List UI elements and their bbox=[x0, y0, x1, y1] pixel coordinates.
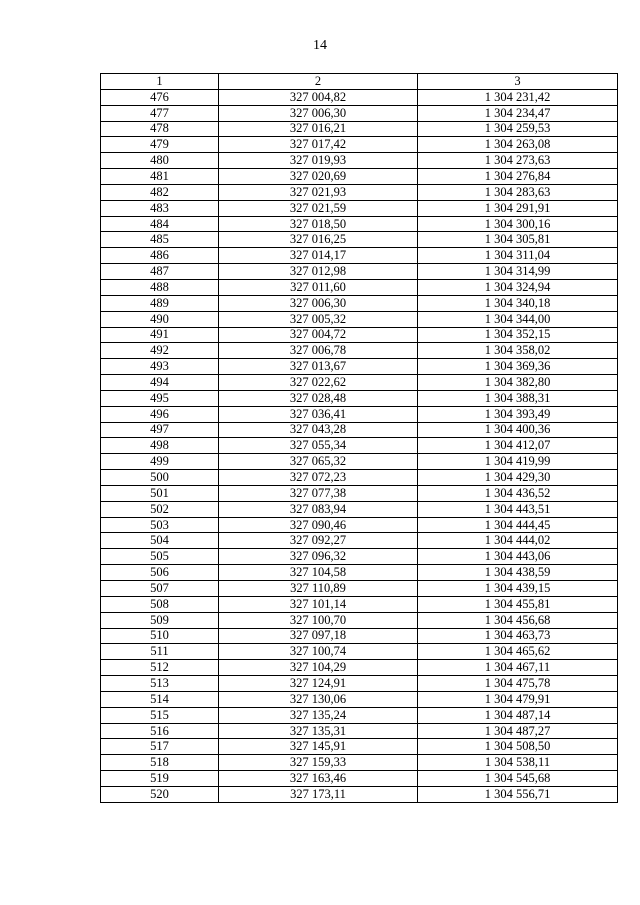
table-row bbox=[101, 786, 618, 802]
table-row bbox=[101, 549, 618, 565]
point-number-cell: 481 bbox=[101, 169, 219, 185]
x-coordinate-cell: 327 092,27 bbox=[219, 533, 418, 549]
table-row bbox=[101, 581, 618, 597]
table-row bbox=[101, 121, 618, 137]
y-coordinate-cell: 1 304 400,36 bbox=[418, 422, 618, 438]
x-coordinate-cell: 327 012,98 bbox=[219, 264, 418, 280]
x-coordinate-cell: 327 005,32 bbox=[219, 311, 418, 327]
table-row bbox=[101, 470, 618, 486]
point-number-cell: 501 bbox=[101, 485, 219, 501]
table-row bbox=[101, 533, 618, 549]
table-row bbox=[101, 248, 618, 264]
y-coordinate-cell: 1 304 538,11 bbox=[418, 755, 618, 771]
table-row bbox=[101, 105, 618, 121]
y-coordinate-cell: 1 304 463,73 bbox=[418, 628, 618, 644]
y-coordinate-cell: 1 304 444,02 bbox=[418, 533, 618, 549]
x-coordinate-cell: 327 104,29 bbox=[219, 660, 418, 676]
x-coordinate-cell: 327 163,46 bbox=[219, 771, 418, 787]
table-row bbox=[101, 390, 618, 406]
table-row bbox=[101, 739, 618, 755]
x-coordinate-cell: 327 173,11 bbox=[219, 786, 418, 802]
x-coordinate-cell: 327 016,21 bbox=[219, 121, 418, 137]
point-number-cell: 514 bbox=[101, 691, 219, 707]
point-number-cell: 499 bbox=[101, 454, 219, 470]
x-coordinate-cell: 327 011,60 bbox=[219, 279, 418, 295]
y-coordinate-cell: 1 304 393,49 bbox=[418, 406, 618, 422]
point-number-cell: 508 bbox=[101, 596, 219, 612]
point-number-cell: 482 bbox=[101, 184, 219, 200]
x-coordinate-cell: 327 096,32 bbox=[219, 549, 418, 565]
y-coordinate-cell: 1 304 291,91 bbox=[418, 200, 618, 216]
point-number-cell: 495 bbox=[101, 390, 219, 406]
x-coordinate-cell: 327 100,70 bbox=[219, 612, 418, 628]
table-row bbox=[101, 169, 618, 185]
y-coordinate-cell: 1 304 314,99 bbox=[418, 264, 618, 280]
table-body bbox=[101, 89, 618, 802]
table-row bbox=[101, 137, 618, 153]
x-coordinate-cell: 327 083,94 bbox=[219, 501, 418, 517]
table-row bbox=[101, 612, 618, 628]
table-row bbox=[101, 422, 618, 438]
x-coordinate-cell: 327 135,24 bbox=[219, 707, 418, 723]
x-coordinate-cell: 327 013,67 bbox=[219, 359, 418, 375]
point-number-cell: 515 bbox=[101, 707, 219, 723]
column-header: 2 bbox=[219, 74, 418, 90]
y-coordinate-cell: 1 304 358,02 bbox=[418, 343, 618, 359]
x-coordinate-cell: 327 021,59 bbox=[219, 200, 418, 216]
table-row bbox=[101, 565, 618, 581]
y-coordinate-cell: 1 304 443,06 bbox=[418, 549, 618, 565]
y-coordinate-cell: 1 304 324,94 bbox=[418, 279, 618, 295]
x-coordinate-cell: 327 072,23 bbox=[219, 470, 418, 486]
point-number-cell: 479 bbox=[101, 137, 219, 153]
y-coordinate-cell: 1 304 443,51 bbox=[418, 501, 618, 517]
x-coordinate-cell: 327 110,89 bbox=[219, 581, 418, 597]
table-row bbox=[101, 755, 618, 771]
y-coordinate-cell: 1 304 467,11 bbox=[418, 660, 618, 676]
table-row bbox=[101, 517, 618, 533]
table-row bbox=[101, 723, 618, 739]
y-coordinate-cell: 1 304 429,30 bbox=[418, 470, 618, 486]
point-number-cell: 518 bbox=[101, 755, 219, 771]
point-number-cell: 505 bbox=[101, 549, 219, 565]
coordinates-table bbox=[100, 73, 618, 803]
point-number-cell: 502 bbox=[101, 501, 219, 517]
table-row bbox=[101, 438, 618, 454]
table-row bbox=[101, 232, 618, 248]
y-coordinate-cell: 1 304 438,59 bbox=[418, 565, 618, 581]
y-coordinate-cell: 1 304 475,78 bbox=[418, 676, 618, 692]
x-coordinate-cell: 327 101,14 bbox=[219, 596, 418, 612]
table-row bbox=[101, 406, 618, 422]
y-coordinate-cell: 1 304 311,04 bbox=[418, 248, 618, 264]
table-row bbox=[101, 200, 618, 216]
table-row bbox=[101, 311, 618, 327]
point-number-cell: 497 bbox=[101, 422, 219, 438]
x-coordinate-cell: 327 135,31 bbox=[219, 723, 418, 739]
point-number-cell: 512 bbox=[101, 660, 219, 676]
y-coordinate-cell: 1 304 382,80 bbox=[418, 375, 618, 391]
point-number-cell: 506 bbox=[101, 565, 219, 581]
y-coordinate-cell: 1 304 508,50 bbox=[418, 739, 618, 755]
point-number-cell: 489 bbox=[101, 295, 219, 311]
point-number-cell: 486 bbox=[101, 248, 219, 264]
point-number-cell: 517 bbox=[101, 739, 219, 755]
table-row bbox=[101, 676, 618, 692]
x-coordinate-cell: 327 006,30 bbox=[219, 295, 418, 311]
table-row bbox=[101, 660, 618, 676]
point-number-cell: 500 bbox=[101, 470, 219, 486]
y-coordinate-cell: 1 304 444,45 bbox=[418, 517, 618, 533]
table-row bbox=[101, 771, 618, 787]
y-coordinate-cell: 1 304 340,18 bbox=[418, 295, 618, 311]
point-number-cell: 478 bbox=[101, 121, 219, 137]
x-coordinate-cell: 327 130,06 bbox=[219, 691, 418, 707]
point-number-cell: 504 bbox=[101, 533, 219, 549]
x-coordinate-cell: 327 065,32 bbox=[219, 454, 418, 470]
point-number-cell: 476 bbox=[101, 89, 219, 105]
y-coordinate-cell: 1 304 283,63 bbox=[418, 184, 618, 200]
x-coordinate-cell: 327 104,58 bbox=[219, 565, 418, 581]
table-row bbox=[101, 153, 618, 169]
point-number-cell: 483 bbox=[101, 200, 219, 216]
y-coordinate-cell: 1 304 344,00 bbox=[418, 311, 618, 327]
table-row bbox=[101, 216, 618, 232]
y-coordinate-cell: 1 304 300,16 bbox=[418, 216, 618, 232]
table-row bbox=[101, 501, 618, 517]
table-row bbox=[101, 454, 618, 470]
y-coordinate-cell: 1 304 545,68 bbox=[418, 771, 618, 787]
x-coordinate-cell: 327 004,72 bbox=[219, 327, 418, 343]
point-number-cell: 494 bbox=[101, 375, 219, 391]
x-coordinate-cell: 327 145,91 bbox=[219, 739, 418, 755]
y-coordinate-cell: 1 304 556,71 bbox=[418, 786, 618, 802]
table-row bbox=[101, 707, 618, 723]
y-coordinate-cell: 1 304 263,08 bbox=[418, 137, 618, 153]
y-coordinate-cell: 1 304 465,62 bbox=[418, 644, 618, 660]
page-number: 14 bbox=[313, 38, 327, 53]
point-number-cell: 507 bbox=[101, 581, 219, 597]
point-number-cell: 498 bbox=[101, 438, 219, 454]
point-number-cell: 519 bbox=[101, 771, 219, 787]
y-coordinate-cell: 1 304 487,27 bbox=[418, 723, 618, 739]
x-coordinate-cell: 327 016,25 bbox=[219, 232, 418, 248]
table-row bbox=[101, 89, 618, 105]
x-coordinate-cell: 327 100,74 bbox=[219, 644, 418, 660]
x-coordinate-cell: 327 018,50 bbox=[219, 216, 418, 232]
point-number-cell: 485 bbox=[101, 232, 219, 248]
column-header: 1 bbox=[101, 74, 219, 90]
table-row bbox=[101, 343, 618, 359]
y-coordinate-cell: 1 304 419,99 bbox=[418, 454, 618, 470]
y-coordinate-cell: 1 304 412,07 bbox=[418, 438, 618, 454]
y-coordinate-cell: 1 304 276,84 bbox=[418, 169, 618, 185]
y-coordinate-cell: 1 304 305,81 bbox=[418, 232, 618, 248]
table-row bbox=[101, 359, 618, 375]
x-coordinate-cell: 327 028,48 bbox=[219, 390, 418, 406]
x-coordinate-cell: 327 006,78 bbox=[219, 343, 418, 359]
y-coordinate-cell: 1 304 234,47 bbox=[418, 105, 618, 121]
x-coordinate-cell: 327 043,28 bbox=[219, 422, 418, 438]
point-number-cell: 480 bbox=[101, 153, 219, 169]
point-number-cell: 488 bbox=[101, 279, 219, 295]
x-coordinate-cell: 327 124,91 bbox=[219, 676, 418, 692]
table-row bbox=[101, 327, 618, 343]
x-coordinate-cell: 327 077,38 bbox=[219, 485, 418, 501]
x-coordinate-cell: 327 090,46 bbox=[219, 517, 418, 533]
x-coordinate-cell: 327 055,34 bbox=[219, 438, 418, 454]
x-coordinate-cell: 327 006,30 bbox=[219, 105, 418, 121]
point-number-cell: 477 bbox=[101, 105, 219, 121]
table-row bbox=[101, 485, 618, 501]
table-row bbox=[101, 295, 618, 311]
point-number-cell: 520 bbox=[101, 786, 219, 802]
table-row bbox=[101, 375, 618, 391]
point-number-cell: 493 bbox=[101, 359, 219, 375]
y-coordinate-cell: 1 304 388,31 bbox=[418, 390, 618, 406]
y-coordinate-cell: 1 304 273,63 bbox=[418, 153, 618, 169]
x-coordinate-cell: 327 036,41 bbox=[219, 406, 418, 422]
table-row bbox=[101, 691, 618, 707]
x-coordinate-cell: 327 014,17 bbox=[219, 248, 418, 264]
x-coordinate-cell: 327 004,82 bbox=[219, 89, 418, 105]
point-number-cell: 513 bbox=[101, 676, 219, 692]
x-coordinate-cell: 327 159,33 bbox=[219, 755, 418, 771]
x-coordinate-cell: 327 021,93 bbox=[219, 184, 418, 200]
y-coordinate-cell: 1 304 455,81 bbox=[418, 596, 618, 612]
table-row bbox=[101, 644, 618, 660]
x-coordinate-cell: 327 020,69 bbox=[219, 169, 418, 185]
point-number-cell: 484 bbox=[101, 216, 219, 232]
y-coordinate-cell: 1 304 439,15 bbox=[418, 581, 618, 597]
y-coordinate-cell: 1 304 479,91 bbox=[418, 691, 618, 707]
point-number-cell: 510 bbox=[101, 628, 219, 644]
y-coordinate-cell: 1 304 352,15 bbox=[418, 327, 618, 343]
point-number-cell: 492 bbox=[101, 343, 219, 359]
x-coordinate-cell: 327 097,18 bbox=[219, 628, 418, 644]
point-number-cell: 503 bbox=[101, 517, 219, 533]
point-number-cell: 496 bbox=[101, 406, 219, 422]
y-coordinate-cell: 1 304 487,14 bbox=[418, 707, 618, 723]
x-coordinate-cell: 327 019,93 bbox=[219, 153, 418, 169]
x-coordinate-cell: 327 022,62 bbox=[219, 375, 418, 391]
table-row bbox=[101, 279, 618, 295]
point-number-cell: 516 bbox=[101, 723, 219, 739]
y-coordinate-cell: 1 304 259,53 bbox=[418, 121, 618, 137]
y-coordinate-cell: 1 304 436,52 bbox=[418, 485, 618, 501]
table-row bbox=[101, 596, 618, 612]
point-number-cell: 509 bbox=[101, 612, 219, 628]
x-coordinate-cell: 327 017,42 bbox=[219, 137, 418, 153]
point-number-cell: 487 bbox=[101, 264, 219, 280]
table-row bbox=[101, 628, 618, 644]
table-row bbox=[101, 264, 618, 280]
column-header: 3 bbox=[418, 74, 618, 90]
point-number-cell: 491 bbox=[101, 327, 219, 343]
table-row bbox=[101, 184, 618, 200]
y-coordinate-cell: 1 304 456,68 bbox=[418, 612, 618, 628]
y-coordinate-cell: 1 304 231,42 bbox=[418, 89, 618, 105]
point-number-cell: 490 bbox=[101, 311, 219, 327]
table-header-row bbox=[101, 74, 618, 90]
y-coordinate-cell: 1 304 369,36 bbox=[418, 359, 618, 375]
point-number-cell: 511 bbox=[101, 644, 219, 660]
